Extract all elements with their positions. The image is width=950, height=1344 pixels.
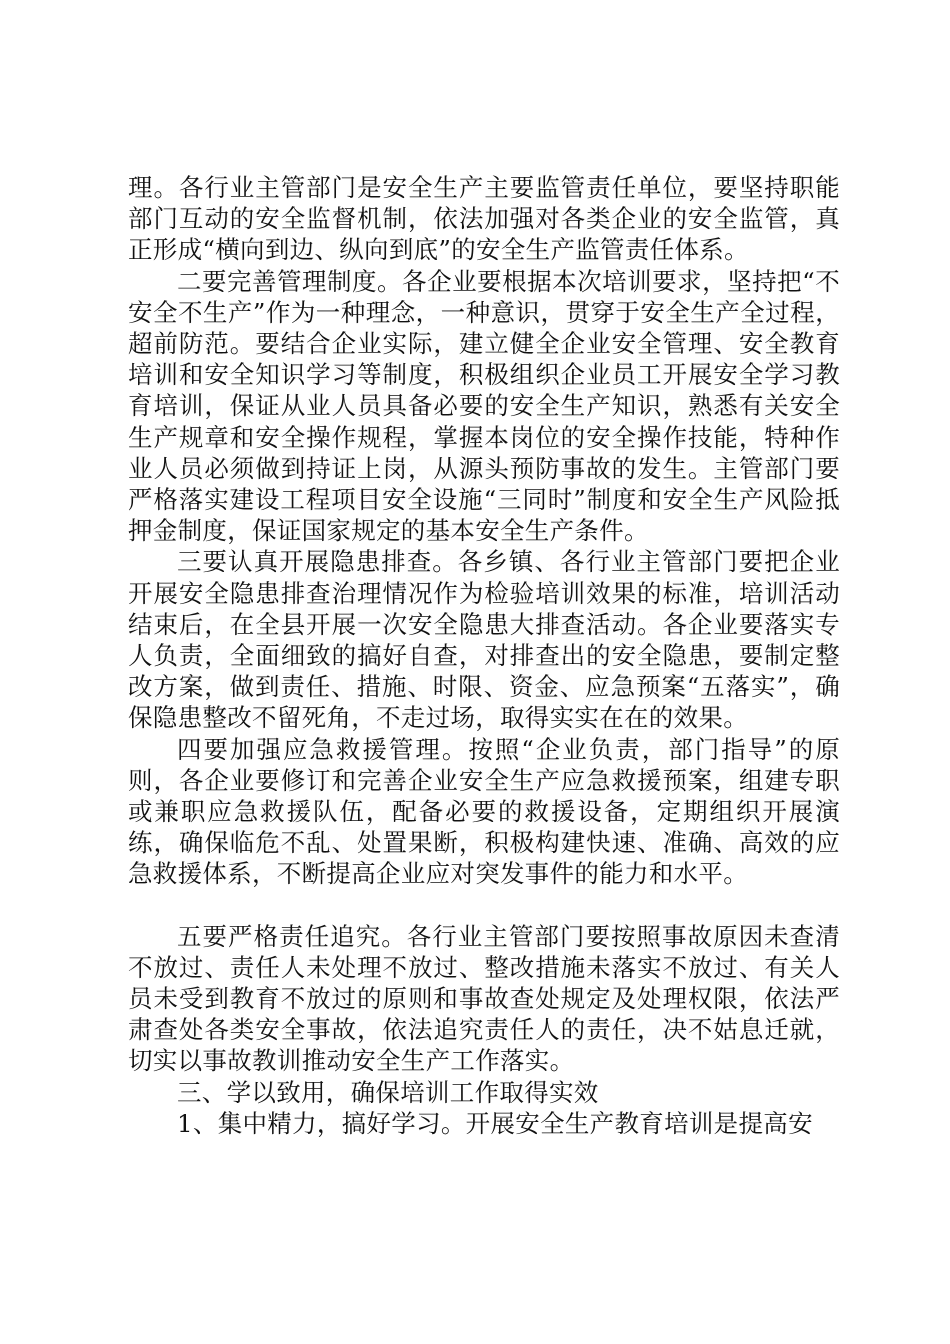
paragraph-hazard-inspection: 三要认真开展隐患排查。各乡镇、各行业主管部门要把企业开展安全隐患排查治理情况作为检验培训效果的标准，培训活动结束后，在全县开展一次安全隐患大排查活动。各企业要落实专人负责，全面细致的搞好自查，对排查出的安全隐患，要制定整改方案，做到责任、措施、时限、资金、应急预案“五落实”，确保隐患整改不留死角，不走过场，取得实实在在的效果。 — [128, 547, 840, 733]
paragraph-emergency-rescue: 四要加强应急救援管理。按照“企业负责，部门指导”的原则，各企业要修订和完善企业安全生产应急救援预案，组建专职或兼职应急救援队伍，配备必要的救援设备，定期组织开展演练，确保临危不乱、处置果断，积极构建快速、准确、高效的应急救援体系，不断提高企业应对突发事件的能力和水平。 — [128, 734, 840, 889]
paragraph-accountability: 五要严格责任追究。各行业主管部门要按照事故原因未查清不放过、责任人未处理不放过、整改措施未落实不放过、有关人员未受到教育不放过的原则和事故查处规定及处理权限，依法严肃查处各类安全事故，依法追究责任人的责任，决不姑息迁就，切实以事故教训推动安全生产工作落实。 — [128, 921, 840, 1076]
paragraph-spacer — [128, 890, 840, 921]
paragraph-study: 1、集中精力，搞好学习。开展安全生产教育培训是提高安 — [177, 1108, 813, 1138]
paragraph-management-system: 二要完善管理制度。各企业要根据本次培训要求，坚持把“不安全不生产”作为一种理念，一种意识，贯穿于安全生产全过程，超前防范。要结合企业实际，建立健全企业安全管理、安全教育培训和安全知识学习等制度，积极组织企业员工开展安全学习教育培训，保证从业人员具备必要的安全生产知识，熟悉有关安全生产规章和安全操作规程，掌握本岗位的安全操作技能，特种作业人员必须做到持证上岗，从源头预防事故的发生。主管部门要严格落实建设工程项目安全设施“三同时”制度和安全生产风险抵押金制度，保证国家规定的基本安全生产条件。 — [128, 266, 840, 546]
paragraph-continuation: 理。各行业主管部门是安全生产主要监管责任单位，要坚持职能部门互动的安全监督机制，依法加强对各类企业的安全监管，真正形成“横向到边、纵向到底”的安全生产监管责任体系。 — [128, 173, 840, 265]
section-heading: 三、学以致用，确保培训工作取得实效 — [177, 1077, 599, 1107]
document-body — [128, 172, 840, 1139]
